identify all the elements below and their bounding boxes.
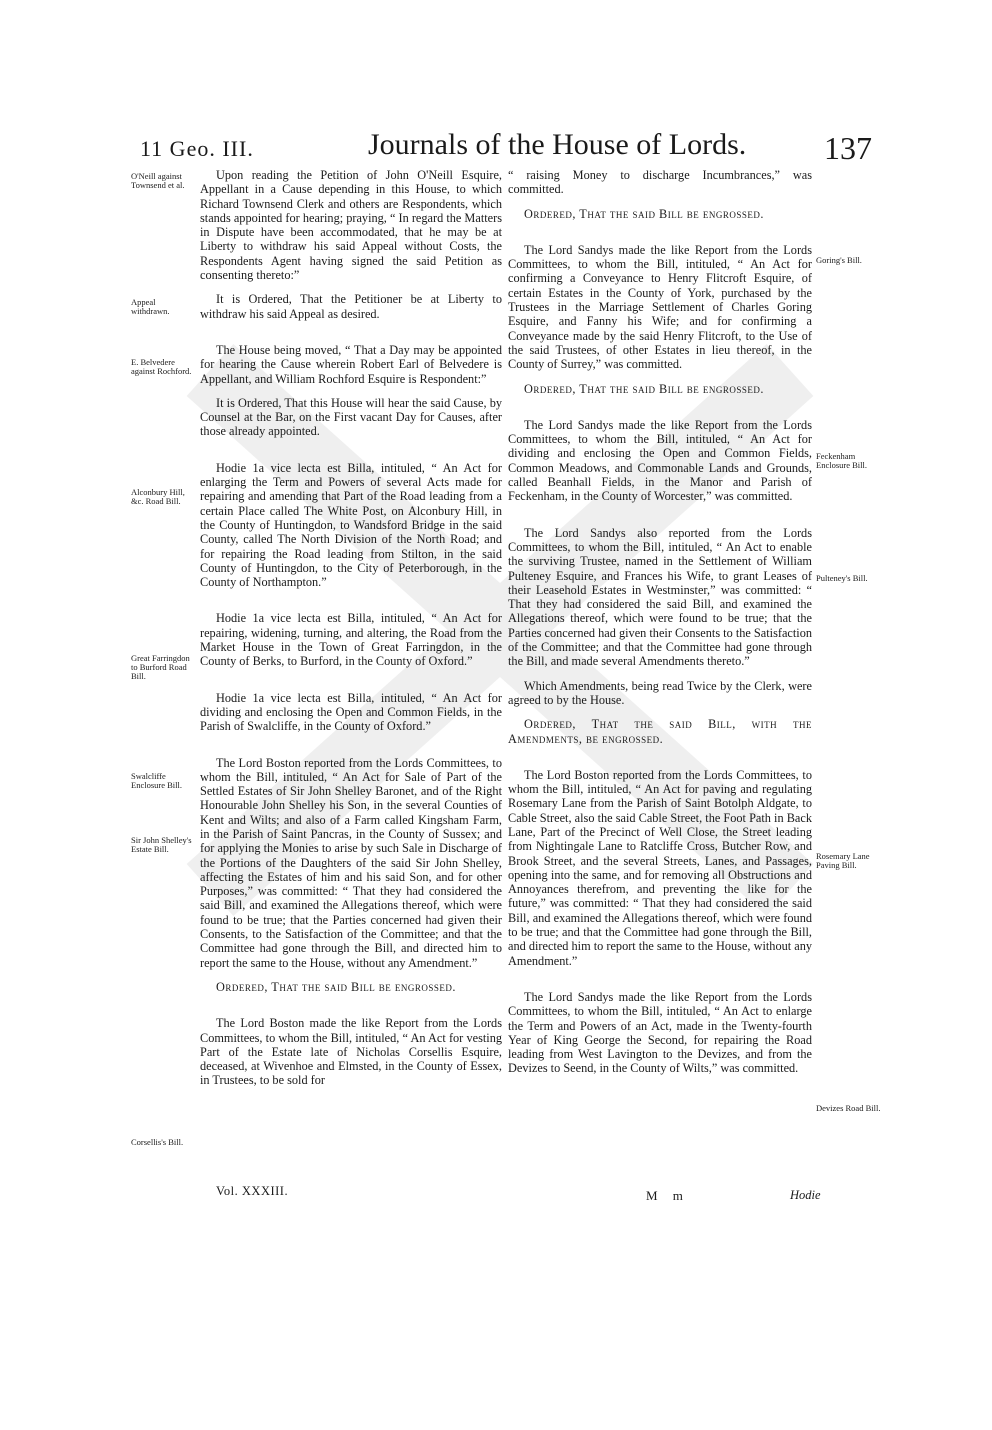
margin-note-oneill: O'Neill against Townsend et al. xyxy=(131,171,185,190)
paragraph-oneill-petition: Upon reading the Petition of John O'Neill Esquire, Appellant in a Cause depending in this House, to which Richard Townsend Clerk and others are Respondents, which stands appointed for hearing; praying, “ In regard the Matters in Dispute have been accommodated, that he may be at Liberty to withdraw his said Appeal without Costs, the Respondents Agent having signed the said Petition as consenting thereto:” xyxy=(200,168,502,283)
journal-title: Journals of the House of Lords. xyxy=(368,128,747,161)
margin-note-swalcliffe: Swalcliffe Enclosure Bill. xyxy=(131,771,182,790)
paragraph-belvedere-order: It is Ordered, That this House will hear the said Cause, by Counsel at the Bar, on the First vacant Day for Causes, after those already appointed. xyxy=(200,395,502,439)
signature-mark: M m xyxy=(646,1188,689,1203)
margin-note-belvedere: E. Belvedere against Rochford. xyxy=(131,357,192,376)
margin-note-appeal-withdrawn: Appeal withdrawn. xyxy=(131,297,170,316)
margin-note-goring: Goring's Bill. xyxy=(816,255,862,265)
margin-note-rosemary: Rosemary Lane Paving Bill. xyxy=(816,851,870,870)
paragraph-pulteney-ordered: Ordered, That the said Bill, with the Amendments, be engrossed. xyxy=(508,717,812,746)
margin-note-pulteney: Pulteney's Bill. xyxy=(816,573,868,583)
left-column xyxy=(200,168,502,1088)
paragraph-corsellis-continued: “ raising Money to discharge Incumbrances,” was committed. xyxy=(508,168,812,197)
paragraph-shelley-ordered: Ordered, That the said Bill be engrossed. xyxy=(216,979,456,994)
volume-number: Vol. XXXIII. xyxy=(216,1184,289,1198)
margin-note-devizes: Devizes Road Bill. xyxy=(816,1103,881,1113)
margin-note-shelley: Sir John Shelley's Estate Bill. xyxy=(131,835,192,854)
margin-note-alconbury: Alconbury Hill, &c. Road Bill. xyxy=(131,487,185,506)
paragraph-goring-report: The Lord Sandys made the like Report from the Lords Committees, to whom the Bill, intituled, “ An Act for confirming a Conveyance to Henry Flitcroft Esquire, of certain Estates in the County of York, purchased by the Trustees in the Marriage Settlement of Charles Goring Esquire, and Fanny his Wife; and for confirming a Conveyance made by the said Henry Flitcroft, to the Use of the said Trustees, of other Estates in lieu thereof, in the County of Surrey,” was committed. xyxy=(508,242,812,372)
paragraph-pulteney-amendments: Which Amendments, being read Twice by the Clerk, were agreed to by the House. xyxy=(508,678,812,707)
paragraph-shelley-report: The Lord Boston reported from the Lords Committees, to whom the Bill, intituled, “ An Act for Sale of Part of the Settled Estates of Sir John Shelley Baronet, and of the Right Honourable John Shelley his Son, in the several Counties of Kent and Wilts; and also of a Farm called Kingsham Farm, in the Parish of Saint Pancras, in the County of Sussex; and for applying the Monies to arise by such Sale in Discharge of the Portions of the Daughters of the said Sir John Shelley, affecting the Estates of him and his said Son, and for other Purposes,” was committed: “ That they had considered the said Bill, and examined the Allegations thereof, which were found to be true; that the Parties concerned had given their Consents, to the Satisfaction of the Committee; and that the Committee had gone through the Bill, and directed him to report the same to the House, without any Amendment.” xyxy=(200,755,502,970)
catchword: Hodie xyxy=(790,1188,821,1202)
right-column xyxy=(508,168,812,1076)
regnal-year: 11 Geo. III. xyxy=(140,136,254,161)
paragraph-swalcliffe-bill: Hodie 1a vice lecta est Billa, intituled, “ An Act for dividing and enclosing the Open and Common Fields, in the Parish of Swalcliffe, in the County of Oxford.” xyxy=(200,690,502,734)
paragraph-feckenham-report: The Lord Sandys made the like Report from the Lords Committees, to whom the Bill, intituled, “ An Act for dividing and enclosing the Open and Common Fields, Common Meadows, and Commonable Lands and Grounds, called Beanhall Fields, in the Manor and Parish of Feckenham, in the County of Worcester,” was committed. xyxy=(508,417,812,504)
paragraph-rosemary-report: The Lord Boston reported from the Lords Committees, to whom the Bill, intituled, “ An Act for paving and regulating Rosemary Lane from the Parish of Saint Botolph Aldgate, to Cable Street, also the said Cable Street, the Foot Path in Back Lane, Part of the Precinct of Well Close, the Street leading from Nightingale Lane to Ratcliffe Cross, Butcher Row, and Brook Street, and the several Streets, Lanes, and Passages, opening into the same, and for removing all Obstructions and Annoyances therefrom, and preventing the like for the future,” was committed: “ That they had considered the said Bill, and examined the Allegations thereof, which were found to be true; and that the Committee had gone through the Bill, and directed him to report the same to the House, without any Amendment.” xyxy=(508,767,812,968)
paragraph-farringdon-bill: Hodie 1a vice lecta est Billa, intituled, “ An Act for repairing, widening, turning, and altering, the Road from the Market House in the Town of Great Farringdon, in the County of Berks, to Burford, in the County of Oxford.” xyxy=(200,611,502,669)
margin-note-corsellis: Corsellis's Bill. xyxy=(131,1137,184,1147)
paragraph-goring-ordered: Ordered, That the said Bill be engrossed. xyxy=(524,381,764,396)
page-number: 137 xyxy=(824,130,872,166)
paragraph-corsellis-report: The Lord Boston made the like Report from the Lords Committees, to whom the Bill, intituled, “ An Act for vesting Part of the Estate late of Nicholas Corsellis Esquire, deceased, at Wivenhoe and Elmsted, in the County of Essex, in Trustees, to be sold for xyxy=(200,1016,502,1088)
margin-note-great-farringdon: Great Farringdon to Burford Road Bill. xyxy=(131,653,190,681)
page-header xyxy=(0,128,992,168)
paragraph-devizes-report: The Lord Sandys made the like Report from the Lords Committees, to whom the Bill, intituled, “ An Act to enlarge the Term and Powers of an Act, made in the Twenty-fourth Year of King George the Second, for repairing the Road leading from West Lavington to the Devizes, and from the Devizes to Seend, in the County of Wilts,” was committed. xyxy=(508,989,812,1076)
paragraph-corsellis-ordered: Ordered, That the said Bill be engrossed. xyxy=(524,206,764,221)
margin-note-feckenham: Feckenham Enclosure Bill. xyxy=(816,451,867,470)
paragraph-belvedere-motion: The House being moved, “ That a Day may be appointed for hearing the Cause wherein Robert Earl of Belvedere is Appellant, and William Rochford Esquire is Respondent:” xyxy=(200,342,502,386)
paragraph-pulteney-report: The Lord Sandys also reported from the Lords Committees, to whom the Bill, intituled, “ An Act to enable the surviving Trustee, named in the Settlement of William Pulteney Esquire, and Frances his Wife, to grant Leases of their Leasehold Estates in Westminster,” was committed: “ That they had considered the said Bill, and examined the Allegations thereof, which were found to be true; that the Parties concerned had given their Consents to the Satisfaction of the Committee; and that the Committee had gone through the Bill, and made several Amendments thereto.” xyxy=(508,525,812,669)
paragraph-alconbury-bill: Hodie 1a vice lecta est Billa, intituled, “ An Act for enlarging the Term and Powers of several Acts made for repairing and amending that Part of the Road leading from a certain Place called The White Post, on Alconbury Hill, in the County of Huntingdon, to Wandsford Bridge in the said County, called The North Division of the North Road; and for repairing the Road leading from Stilton, in the said County of Huntingdon, to the City of Peterborough, in the County of Northampton.” xyxy=(200,460,502,590)
paragraph-appeal-order: It is Ordered, That the Petitioner be at Liberty to withdraw his said Appeal as desired. xyxy=(200,292,502,321)
